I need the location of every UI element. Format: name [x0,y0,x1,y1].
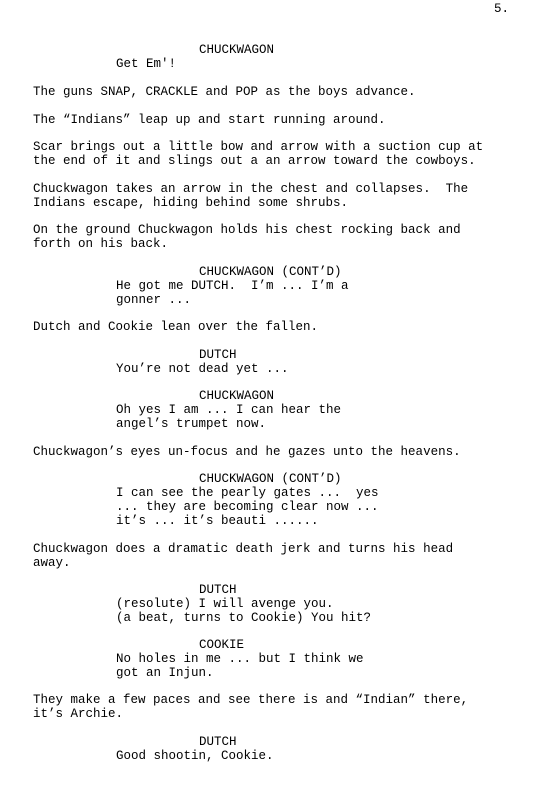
action-block: Scar brings out a little bow and arrow with a suction cup at the end of it and slings out a an arrow toward the cowboys. [33,140,484,168]
character-block: DUTCH [199,348,237,362]
dialogue-block: You’re not dead yet ... [116,362,289,376]
dialogue-block: Get Em'! [116,57,177,71]
dialogue-block: (resolute) I will avenge you. (a beat, turns to Cookie) You hit? [116,597,372,625]
action-block: Chuckwagon does a dramatic death jerk and turns his head away. [33,542,454,570]
action-block: They make a few paces and see there is and “Indian” there, it’s Archie. [33,693,469,721]
dialogue-block: I can see the pearly gates ... yes ... they are becoming clear now ... it’s ... it’s beauti ...... [116,486,379,528]
character-block: DUTCH [199,735,237,749]
action-block: The “Indians” leap up and start running around. [33,113,386,127]
character-block: COOKIE [199,638,245,652]
action-block: The guns SNAP, CRACKLE and POP as the boys advance. [33,85,416,99]
character-block: DUTCH [199,583,237,597]
dialogue-block: No holes in me ... but I think we got an Injun. [116,652,364,680]
character-block: CHUCKWAGON [199,389,275,403]
action-block: Chuckwagon’s eyes un-focus and he gazes unto the heavens. [33,445,461,459]
action-block: Chuckwagon takes an arrow in the chest and collapses. The Indians escape, hiding behind some shrubs. [33,182,469,210]
character-block: CHUCKWAGON (CONT’D) [199,265,342,279]
dialogue-block: Oh yes I am ... I can hear the angel’s trumpet now. [116,403,342,431]
page-number: 5. [494,2,510,16]
dialogue-block: Good shootin, Cookie. [116,749,274,763]
character-block: CHUCKWAGON [199,43,275,57]
dialogue-block: He got me DUTCH. I’m ... I’m a gonner ... [116,279,349,307]
character-block: CHUCKWAGON (CONT’D) [199,472,342,486]
action-block: On the ground Chuckwagon holds his chest rocking back and forth on his back. [33,223,461,251]
action-block: Dutch and Cookie lean over the fallen. [33,320,319,334]
